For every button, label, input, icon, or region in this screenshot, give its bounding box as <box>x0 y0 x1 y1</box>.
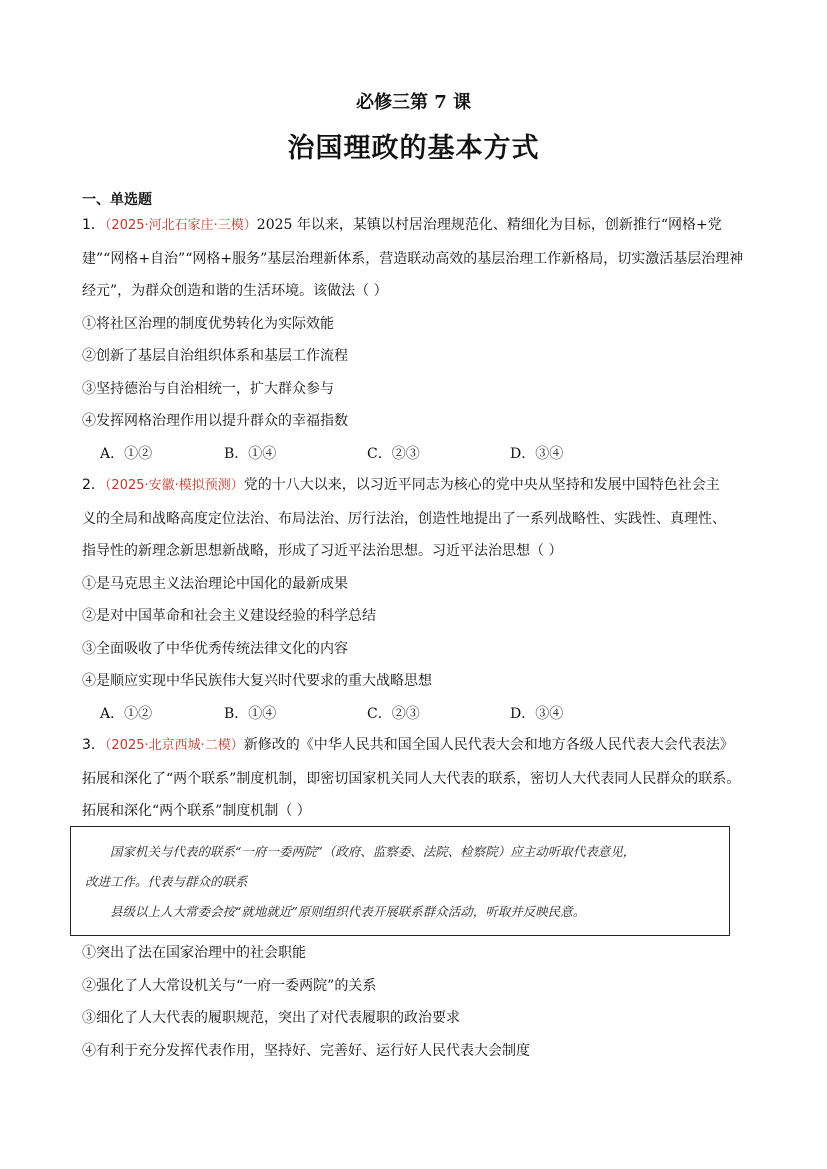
question-3-statements <box>82 937 752 1067</box>
question-source: （2025·北京西城·二模） <box>104 738 244 753</box>
question-text: 建”“网格+自治”“网格+服务”基层治理新体系，营造联动高效的基层治理工作新格局，切实激活基层治理神 <box>82 250 744 267</box>
statement-item: ③全面吸收了中华优秀传统法律文化的内容 <box>82 640 348 657</box>
option-c[interactable]: C．②③ <box>367 705 420 722</box>
statement-item: ③细化了人大代表的履职规范，突出了对代表履职的政治要求 <box>82 1010 460 1026</box>
statement-item: ④发挥网格治理作用以提升群众的幸福指数 <box>82 413 348 429</box>
option-a[interactable]: A．①② <box>100 445 153 462</box>
statement-item: ①突出了法在国家治理中的社会职能 <box>82 945 306 961</box>
section-title: 一、单选题 <box>82 192 152 208</box>
statement-item: ④是顺应实现中华民族伟大复兴时代要求的重大战略思想 <box>82 673 432 689</box>
question-2 <box>82 469 752 730</box>
statement-item: ④有利于充分发挥代表作用，坚持好、完善好、运行好人民代表大会制度 <box>82 1042 530 1059</box>
question-text: 指导性的新理念新思想新战略，形成了习近平法治思想。习近平法治思想（ ） <box>82 543 563 559</box>
option-d[interactable]: D．③④ <box>510 445 564 462</box>
question-text: 拓展和深化“两个联系”制度机制（ ） <box>82 803 311 819</box>
page-title: 治国理政的基本方式 <box>287 133 540 164</box>
material-text: 国家机关与代表的联系“一府一委两院”（政府、监察委、法院、检察院）应主动听取代表意见， <box>110 844 636 859</box>
question-number: 3． <box>82 737 105 753</box>
lesson-subtitle: 必修三第 7 课 <box>355 92 472 113</box>
answer-options <box>82 438 752 470</box>
statement-item: ①是马克思主义法治理论中国化的最新成果 <box>82 575 348 592</box>
option-b[interactable]: B．①④ <box>224 705 277 722</box>
material-text: 改进工作。代表与群众的联系 <box>85 874 248 889</box>
option-d[interactable]: D．③④ <box>510 705 564 722</box>
statement-item: ②强化了人大常设机关与“一府一委两院”的关系 <box>82 977 377 994</box>
question-text: 义的全局和战略高度定位法治、布局法治、厉行法治，创造性地提出了一系列战略性、实践性、真理性、 <box>82 510 726 527</box>
option-a[interactable]: A．①② <box>100 705 153 722</box>
question-1 <box>82 209 752 470</box>
material-text: 县级以上人大常委会按“就地就近”原则组织代表开展联系群众活动，听取并反映民意。 <box>110 904 586 919</box>
statement-item: ②创新了基层自治组织体系和基层工作流程 <box>82 348 348 364</box>
question-number: 1． <box>82 217 105 233</box>
question-text: 经元”，为群众创造和谐的生活环境。该做法（ ） <box>82 283 388 299</box>
question-text: 2025 年以来，某镇以村居治理规范化、精细化为目标，创新推行“网格+党 <box>256 217 722 233</box>
statement-item: ①将社区治理的制度优势转化为实际效能 <box>82 315 334 332</box>
question-source: （2025·安徽·模拟预测） <box>104 478 244 493</box>
question-text: 党的十八大以来，以习近平同志为核心的党中央从坚持和发展中国特色社会主 <box>243 477 720 493</box>
answer-options <box>82 698 752 730</box>
statement-item: ②是对中国革命和社会主义建设经验的科学总结 <box>82 608 376 624</box>
option-c[interactable]: C．②③ <box>367 445 420 462</box>
question-source: （2025·河北石家庄·三模） <box>104 218 257 233</box>
statement-item: ③坚持德治与自治相统一，扩大群众参与 <box>82 380 334 397</box>
material-box <box>70 826 730 936</box>
question-number: 2． <box>82 477 105 493</box>
question-3 <box>82 729 752 828</box>
question-text: 新修改的《中华人民共和国全国人民代表大会和地方各级人民代表大会代表法》 <box>243 737 734 753</box>
question-text: 拓展和深化了“两个联系”制度机制，即密切国家机关同人大代表的联系，密切人大代表同人民群众的联系。 <box>82 770 741 787</box>
option-b[interactable]: B．①④ <box>224 445 277 462</box>
